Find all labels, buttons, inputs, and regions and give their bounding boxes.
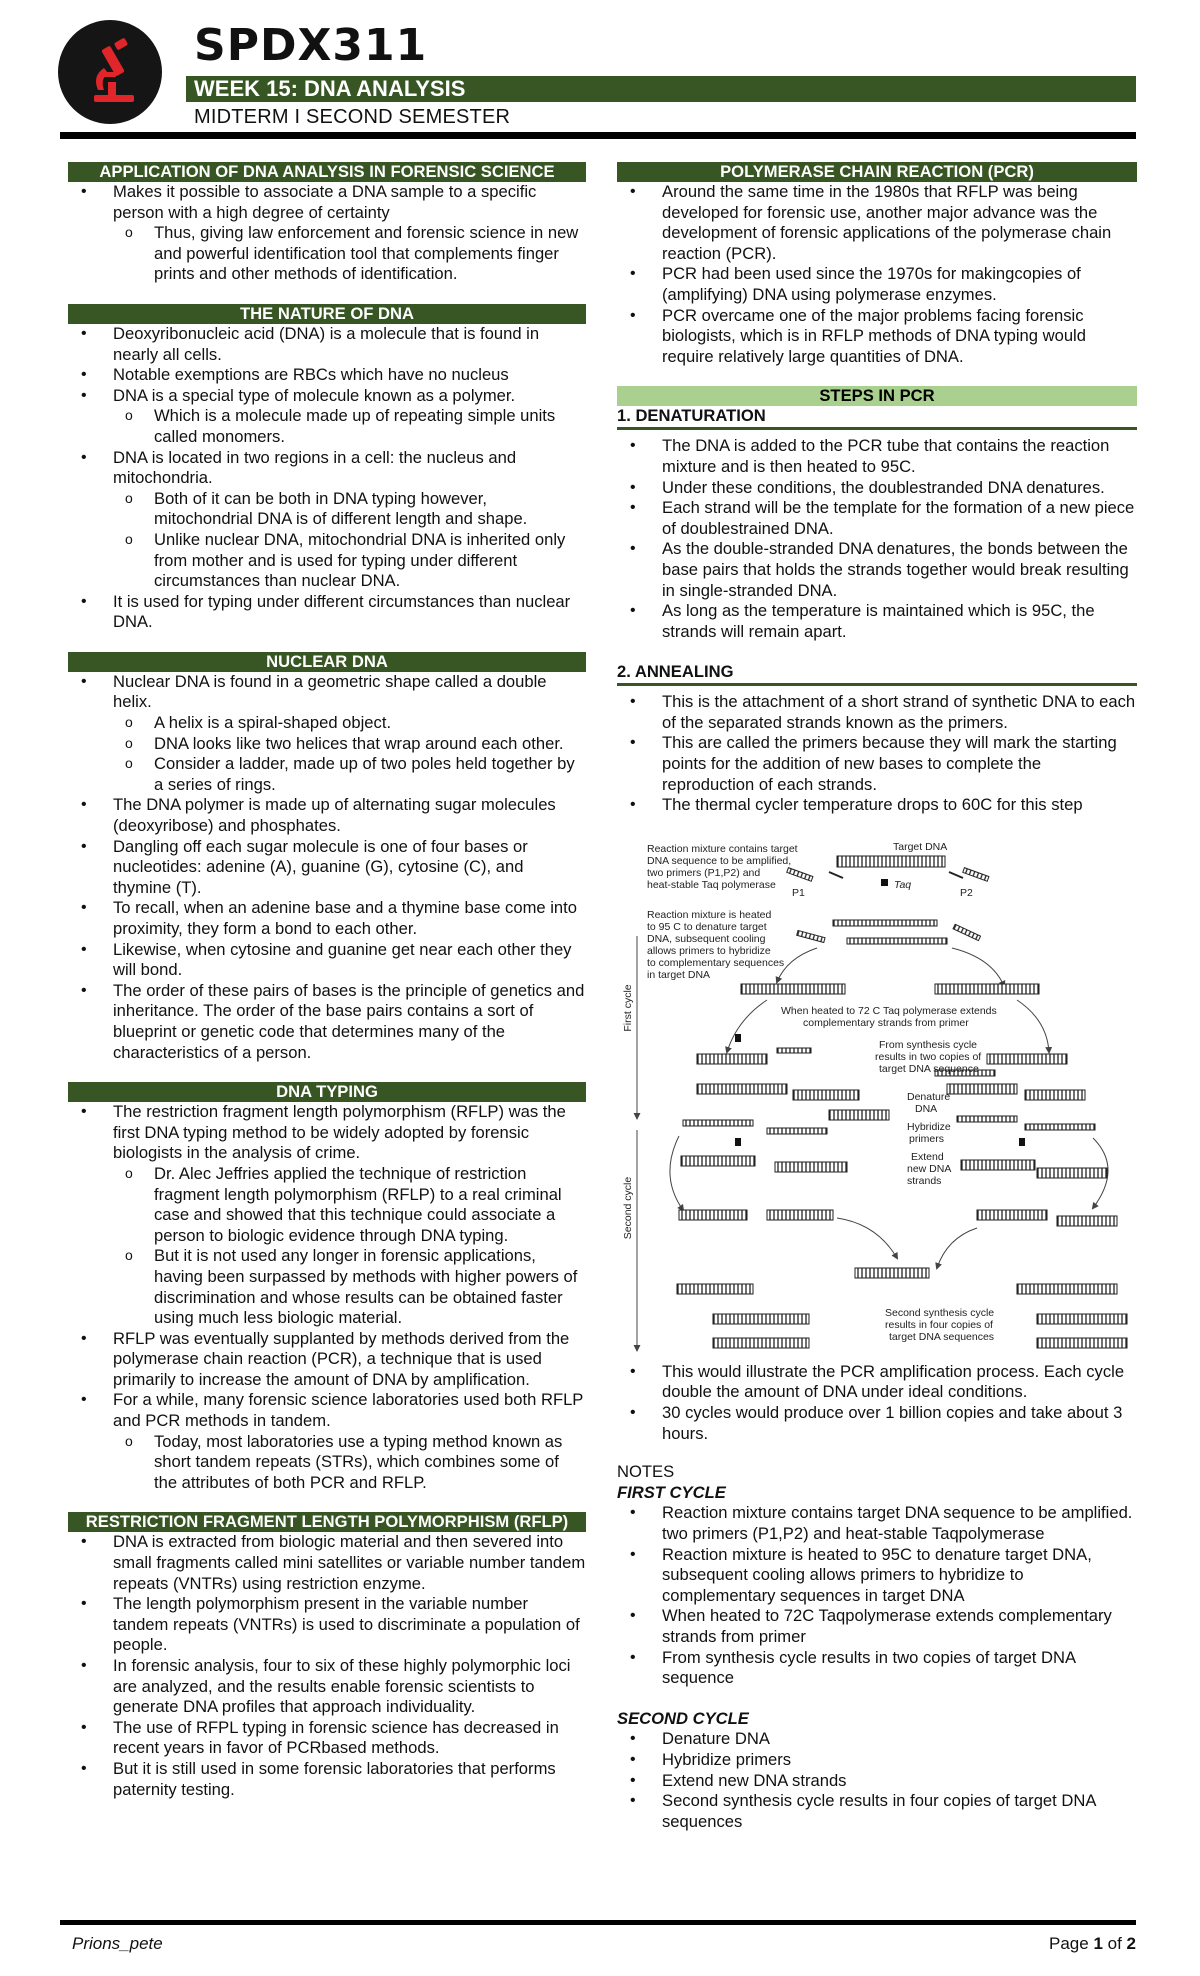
list-item: • The restriction fragment length polymorphism (RFLP) was the first DNA typing method to be widely adopted by forensic biologists in the analysis of crime. o Dr. Alec Jeffries applied the technique of restriction fragment length polymorphism (RFLP) to a real criminal case and showed that this technique could associate a person to biologic evidence through DNA typing. o But it is not used any longer in forensic applications, having been surpassed by methods with higher powers of discrimination and whose results can be obtained faster using much less biologic material.: [68, 1102, 586, 1329]
svg-text:Hybridize: Hybridize: [907, 1120, 951, 1133]
section-heading: APPLICATION OF DNA ANALYSIS IN FORENSIC SCIENCE: [68, 162, 586, 182]
sub-list-item: o A helix is a spiral-shaped object.: [113, 713, 586, 734]
svg-text:results in two copies of: results in two copies of: [875, 1050, 982, 1063]
list-item: • Deoxyribonucleic acid (DNA) is a molecule that is found in nearly all cells.: [68, 324, 586, 365]
primer-p1-label: P1: [792, 886, 805, 899]
section-heading: THE NATURE OF DNA: [68, 304, 586, 324]
section-heading: STEPS IN PCR: [617, 386, 1137, 406]
second-cycle-label: Second cycle: [622, 1176, 634, 1240]
diagram-label-reaction: [647, 843, 798, 891]
diagram-label-72c: [781, 1005, 997, 1029]
list-item: • Under these conditions, the doublestranded DNA denatures.: [617, 478, 1137, 499]
list-item: • Extend new DNA strands: [617, 1771, 1137, 1792]
list-item: • DNA is a special type of molecule known as a polymer. o Which is a molecule made up of repeating simple units called monomers.: [68, 386, 586, 448]
list-item: • Notable exemptions are RBCs which have no nucleus: [68, 365, 586, 386]
section-heading: RESTRICTION FRAGMENT LENGTH POLYMORPHISM (RFLP): [68, 1512, 586, 1532]
list-item: • From synthesis cycle results in two copies of target DNA sequence: [617, 1648, 1137, 1689]
sub-list-item: o Dr. Alec Jeffries applied the technique of restriction fragment length polymorphism (RFLP) to a real criminal case and showed that this technique could associate a person to biologic evidence through DNA typing.: [113, 1164, 586, 1246]
list-item: • Around the same time in the 1980s that RFLP was being developed for forensic use, another major advance was the development of forensic applications of the polymerase chain reaction (PCR).: [617, 182, 1137, 264]
pcr-cycle-diagram: [617, 838, 1143, 1358]
svg-text:Second synthesis cycle: Second synthesis cycle: [885, 1306, 995, 1319]
list-item: • Dangling off each sugar molecule is one of four bases or nucleotides: adenine (A), guanine (G), cytosine (C), and thymine (T).: [68, 837, 586, 899]
section-application: [68, 162, 586, 285]
svg-text:When heated to 72 C Taq polyme: When heated to 72 C Taq polymerase extends: [781, 1004, 997, 1017]
list-item: • To recall, when an adenine base and a thymine base come into proximity, they form a bond to each other.: [68, 898, 586, 939]
list-item: • The DNA polymer is made up of alternating sugar molecules (deoxyribose) and phosphates.: [68, 795, 586, 836]
section-rflp: [68, 1512, 586, 1800]
list-item: • When heated to 72C Taqpolymerase extends complementary strands from primer: [617, 1606, 1137, 1647]
sub-list-item: o Unlike nuclear DNA, mitochondrial DNA is inherited only from mother and is used for typing under different circumstances than nuclear DNA.: [113, 530, 586, 592]
list-item: • Hybridize primers: [617, 1750, 1137, 1771]
list-item: • Each strand will be the template for the formation of a new piece of doublestrained DNA.: [617, 498, 1137, 539]
svg-text:From synthesis cycle: From synthesis cycle: [879, 1038, 978, 1051]
second-cycle-heading: SECOND CYCLE: [617, 1708, 749, 1728]
list-item: • PCR overcame one of the major problems facing forensic biologists, which is in RFLP methods of DNA typing would require relatively large quantities of DNA.: [617, 306, 1137, 368]
svg-text:target DNA sequences: target DNA sequences: [889, 1330, 995, 1343]
svg-text:in target DNA: in target DNA: [647, 968, 711, 981]
svg-text:two primers (P1,P2) and: two primers (P1,P2) and: [647, 866, 761, 879]
target-dna-label: Target DNA: [893, 840, 948, 853]
list-item: • Makes it possible to associate a DNA sample to a specific person with a high degree of certainty o Thus, giving law enforcement and forensic science in new and powerful identification tool that complements finger prints and other methods of identification.: [68, 182, 586, 285]
svg-text:Reaction mixture contains targ: Reaction mixture contains target: [647, 842, 798, 855]
list-item: • The thermal cycler temperature drops to 60C for this step: [617, 795, 1137, 816]
right-column: [617, 162, 1137, 1832]
list-item: • The order of these pairs of bases is the principle of genetics and inheritance. The order of the base pairs contains a sort of blueprint or genetic code that determines many of the characteristics of a person.: [68, 981, 586, 1063]
diagram-label-synth2: [885, 1307, 994, 1343]
section-nature-of-dna: [68, 304, 586, 633]
footer-author: Prions_pete: [72, 1934, 163, 1953]
svg-text:DNA: DNA: [915, 1102, 938, 1115]
list-item: • As the double-stranded DNA denatures, the bonds between the base pairs that holds the strands together would break resulting in single-stranded DNA.: [617, 539, 1137, 601]
sub-list-item: o But it is not used any longer in forensic applications, having been surpassed by methods with higher powers of discrimination and whose results can be obtained faster using much less biologic material.: [113, 1246, 586, 1328]
list-item: • This is the attachment of a short strand of synthetic DNA to each of the separated strands known as the primers.: [617, 692, 1137, 733]
svg-text:DNA sequence to be amplified,: DNA sequence to be amplified,: [647, 854, 792, 867]
step-heading-annealing: 2. ANNEALING: [617, 662, 1137, 686]
section-dna-typing: [68, 1082, 586, 1493]
subtitle: MIDTERM I SECOND SEMESTER: [194, 106, 511, 128]
sub-list-item: o Which is a molecule made up of repeating simple units called monomers.: [113, 406, 586, 447]
page-number: Page 1 of 2: [1049, 1934, 1136, 1953]
sub-list-item: o Consider a ladder, made up of two poles held together by a series of rings.: [113, 754, 586, 795]
section-heading: NUCLEAR DNA: [68, 652, 586, 672]
svg-text:results in four copies of: results in four copies of: [885, 1318, 993, 1331]
svg-text:to 95 C to denature target: to 95 C to denature target: [647, 920, 767, 933]
svg-text:to complementary sequences: to complementary sequences: [647, 956, 785, 969]
week-title: WEEK 15: DNA ANALYSIS: [186, 76, 1136, 102]
taq-label: Taq: [894, 878, 912, 891]
svg-text:DNA, subsequent cooling: DNA, subsequent cooling: [647, 932, 766, 945]
primer-p2-label: P2: [960, 886, 973, 899]
list-item: • In forensic analysis, four to six of these highly polymorphic loci are analyzed, and the results enable forensic scientists to generate DNA profiles that approach individuality.: [68, 1656, 586, 1718]
list-item: • Nuclear DNA is found in a geometric shape called a double helix. o A helix is a spiral-shaped object. o DNA looks like two helices that wrap around each other. o Consider a ladder, made up of two poles held together by a series of rings.: [68, 672, 586, 796]
svg-text:strands: strands: [907, 1174, 942, 1187]
list-item: • But it is still used in some forensic laboratories that performs paternity testing.: [68, 1759, 586, 1800]
list-item: • This would illustrate the PCR amplification process. Each cycle double the amount of DNA under ideal conditions.: [617, 1362, 1137, 1403]
list-item: • Reaction mixture is heated to 95C to denature target DNA, subsequent cooling allows primers to hybridize to complementary sequences in target DNA: [617, 1545, 1137, 1607]
diagram-label-heated: [647, 909, 784, 981]
section-pcr: [617, 162, 1137, 367]
notes-heading: NOTES: [617, 1462, 675, 1482]
first-cycle-label: First cycle: [622, 984, 634, 1032]
step-heading-denaturation: 1. DENATURATION: [617, 406, 1137, 430]
section-heading: DNA TYPING: [68, 1082, 586, 1102]
header-divider: [60, 132, 1136, 139]
list-item: • 30 cycles would produce over 1 billion copies and take about 3 hours.: [617, 1403, 1137, 1444]
section-heading: POLYMERASE CHAIN REACTION (PCR): [617, 162, 1137, 182]
diagram-label-steps: [907, 1091, 951, 1187]
list-item: • DNA is located in two regions in a cell: the nucleus and mitochondria. o Both of it can be both in DNA typing however, mitochondrial DNA is of different length and shape. o Unlike nuclear DNA, mitochondrial DNA is inherited only from mother and is used for typing under different circumstances than nuclear DNA.: [68, 448, 586, 592]
sub-list-item: o DNA looks like two helices that wrap around each other.: [113, 734, 586, 755]
target-dna-strand: [837, 856, 945, 867]
svg-text:Denature: Denature: [907, 1090, 951, 1103]
course-code: SPDX311: [194, 20, 428, 71]
left-column: [68, 162, 586, 1800]
list-item: • Likewise, when cytosine and guanine get near each other they will bond.: [68, 940, 586, 981]
svg-text:Reaction mixture is heated: Reaction mixture is heated: [647, 908, 772, 921]
list-item: • It is used for typing under different circumstances than nuclear DNA.: [68, 592, 586, 633]
list-item: • For a while, many forensic science laboratories used both RFLP and PCR methods in tandem. o Today, most laboratories use a typing method known as short tandem repeats (STRs), which combines some of the attributes of both PCR and RFLP.: [68, 1390, 586, 1493]
svg-text:Extend: Extend: [911, 1150, 944, 1163]
sub-list-item: o Both of it can be both in DNA typing however, mitochondrial DNA is of different length and shape.: [113, 489, 586, 530]
list-item: • Denature DNA: [617, 1729, 1137, 1750]
list-item: • Reaction mixture contains target DNA sequence to be amplified. two primers (P1,P2) and heat-stable Taqpolymerase: [617, 1503, 1137, 1544]
list-item: • The DNA is added to the PCR tube that contains the reaction mixture and is then heated to 95C.: [617, 436, 1137, 477]
diagram-label-synth1: [875, 1039, 981, 1075]
section-steps-in-pcr: [617, 386, 1137, 816]
list-item: • The use of RFPL typing in forensic science has decreased in recent years in favor of PCRbased methods.: [68, 1718, 586, 1759]
svg-text:allows primers to hybridize: allows primers to hybridize: [647, 944, 771, 957]
svg-text:heat-stable Taq polymerase: heat-stable Taq polymerase: [647, 878, 776, 891]
svg-text:target DNA sequence: target DNA sequence: [879, 1062, 979, 1075]
list-item: • PCR had been used since the 1970s for makingcopies of (amplifying) DNA using polymerase enzymes.: [617, 264, 1137, 305]
microscope-icon: [58, 20, 162, 124]
list-item: • DNA is extracted from biologic material and then severed into small fragments called mini satellites or variable number tandem repeats (VNTRs) using restriction enzyme.: [68, 1532, 586, 1594]
svg-text:primers: primers: [909, 1132, 945, 1145]
svg-text:new DNA: new DNA: [907, 1162, 952, 1175]
first-cycle-heading: FIRST CYCLE: [617, 1482, 726, 1502]
list-item: • Second synthesis cycle results in four copies of target DNA sequences: [617, 1791, 1137, 1832]
footer-divider: [60, 1920, 1136, 1925]
svg-text:complementary strands from pri: complementary strands from primer: [803, 1016, 969, 1029]
list-item: • As long as the temperature is maintained which is 95C, the strands will remain apart.: [617, 601, 1137, 642]
list-item: • The length polymorphism present in the variable number tandem repeats (VNTRs) is used to discriminate a population of people.: [68, 1594, 586, 1656]
list-item: • RFLP was eventually supplanted by methods derived from the polymerase chain reaction (PCR), a technique that is used primarily to increase the amount of DNA by amplification.: [68, 1329, 586, 1391]
sub-list-item: o Thus, giving law enforcement and forensic science in new and powerful identification tool that complements finger prints and other methods of identification.: [113, 223, 586, 285]
section-nuclear-dna: [68, 652, 586, 1063]
list-item: • This are called the primers because they will mark the starting points for the addition of new bases to complete the reproduction of each strands.: [617, 733, 1137, 795]
sub-list-item: o Today, most laboratories use a typing method known as short tandem repeats (STRs), which combines some of the attributes of both PCR and RFLP.: [113, 1432, 586, 1494]
